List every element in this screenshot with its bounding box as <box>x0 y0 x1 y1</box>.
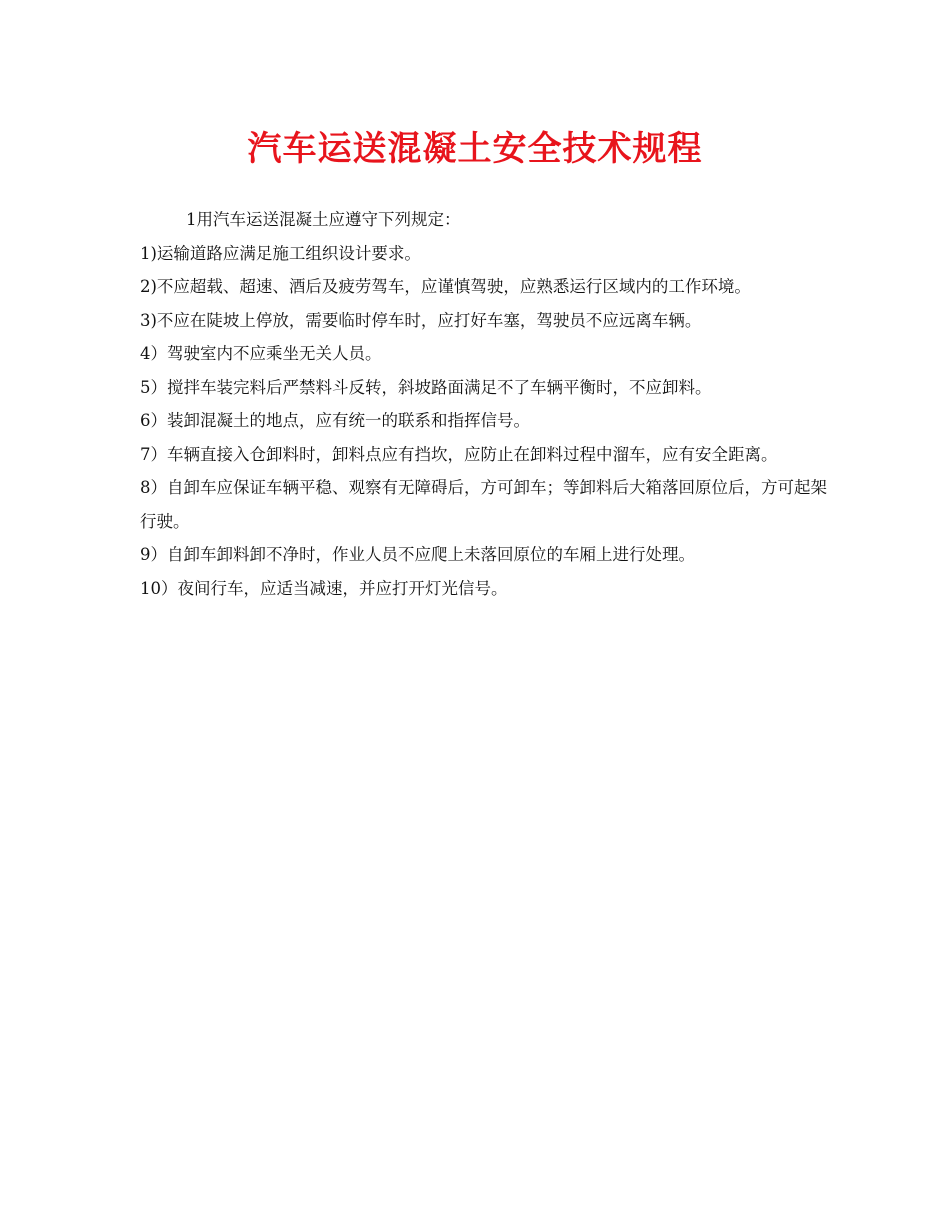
intro-paragraph: 1用汽车运送混凝土应遵守下列规定： <box>186 210 461 229</box>
rule-item-10: 10）夜间行车，应适当减速，并应打开灯光信号。 <box>140 578 508 598</box>
rule-item-1: 1)运输道路应满足施工组织设计要求。 <box>140 243 421 263</box>
rule-item-7: 7）车辆直接入仓卸料时，卸料点应有挡坎，应防止在卸料过程中溜车，应有安全距离。 <box>140 444 778 464</box>
rule-item-5: 5）搅拌车装完料后严禁料斗反转，斜坡路面满足不了车辆平衡时，不应卸料。 <box>140 377 712 397</box>
rule-item-2: 2)不应超载、超速、酒后及疲劳驾车，应谨慎驾驶，应熟悉运行区域内的工作环境。 <box>140 277 751 296</box>
rule-item-3: 3)不应在陡坡上停放，需要临时停车时，应打好车塞，驾驶员不应远离车辆。 <box>140 310 702 330</box>
document-body <box>140 203 830 605</box>
document-title: 汽车运送混凝土安全技术规程 <box>247 129 703 169</box>
rule-item-6: 6）装卸混凝土的地点，应有统一的联系和指挥信号。 <box>140 411 530 430</box>
rule-item-4: 4）驾驶室内不应乘坐无关人员。 <box>140 344 382 363</box>
rule-item-8: 8）自卸车应保证车辆平稳、观察有无障碍后，方可卸车；等卸料后大箱落回原位后，方可起架行驶。 <box>140 478 827 531</box>
rule-item-9: 9）自卸车卸料卸不净时，作业人员不应爬上未落回原位的车厢上进行处理。 <box>140 545 695 564</box>
